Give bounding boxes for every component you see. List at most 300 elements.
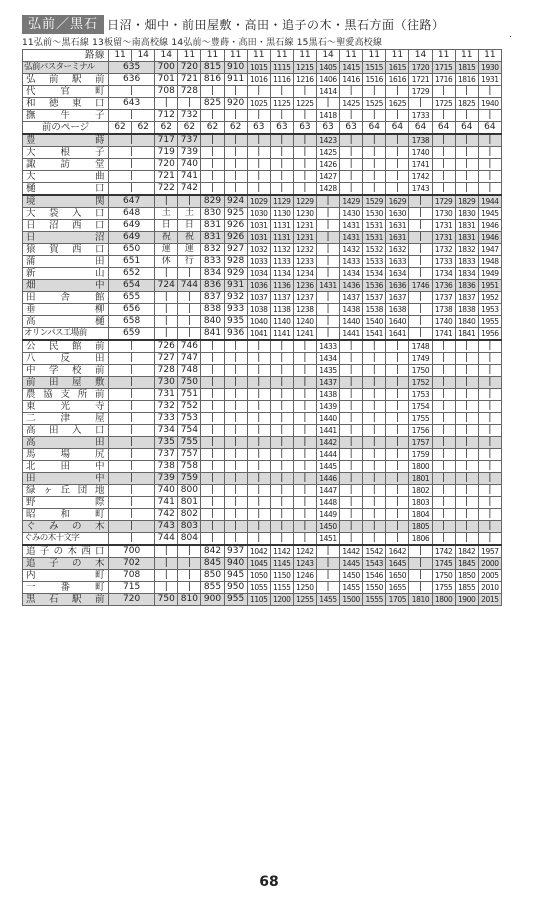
departure-time: |: [247, 485, 270, 497]
departure-time: |: [363, 171, 386, 183]
departure-time: 845: [201, 558, 224, 570]
departure-time: |: [478, 413, 501, 425]
departure-time: 1738: [432, 304, 455, 316]
departure-time: 1444: [316, 449, 339, 461]
departure-time: |: [293, 183, 316, 196]
departure-time: |: [109, 134, 155, 147]
departure-time: |: [109, 509, 155, 521]
departure-time: |: [247, 159, 270, 171]
departure-time: |: [270, 353, 293, 365]
departure-time: 1200: [270, 594, 293, 606]
page-ref: 62: [155, 122, 178, 135]
departure-time: 1638: [386, 304, 409, 316]
departure-time: 720: [155, 159, 178, 171]
departure-time: |: [455, 365, 478, 377]
departure-time: 1952: [478, 292, 501, 304]
stop-name: 蒲田: [23, 256, 109, 268]
departure-time: 1030: [247, 208, 270, 220]
departure-time: |: [270, 365, 293, 377]
departure-time: 1438: [340, 304, 363, 316]
departure-time: |: [455, 134, 478, 147]
departure-time: |: [201, 509, 224, 521]
departure-time: |: [432, 413, 455, 425]
departure-time: 1438: [316, 389, 339, 401]
departure-time: 1431: [340, 232, 363, 244]
departure-time: 1440: [340, 316, 363, 328]
departure-time: 656: [109, 304, 155, 316]
departure-time: |: [293, 159, 316, 171]
departure-time: 924: [224, 195, 247, 208]
departure-time: |: [109, 340, 155, 353]
page-ref: 64: [432, 122, 455, 135]
stop-row: [23, 208, 502, 220]
departure-time: |: [386, 183, 409, 196]
departure-time: |: [293, 521, 316, 533]
departure-time: |: [247, 110, 270, 122]
departure-time: 1733: [409, 110, 432, 122]
departure-time: |: [478, 389, 501, 401]
departure-time: |: [340, 377, 363, 389]
departure-time: 1615: [386, 62, 409, 74]
departure-time: 1841: [455, 328, 478, 341]
departure-time: |: [478, 353, 501, 365]
departure-time: |: [155, 570, 178, 582]
departure-time: 1757: [409, 437, 432, 449]
stop-name: 二津屋: [23, 413, 109, 425]
departure-time: |: [201, 110, 224, 122]
departure-time: |: [270, 461, 293, 473]
departure-time: |: [109, 437, 155, 449]
departure-time: |: [201, 473, 224, 485]
departure-time: |: [432, 449, 455, 461]
departure-time: 753: [178, 413, 201, 425]
departure-time: 1629: [386, 195, 409, 208]
departure-time: |: [109, 171, 155, 183]
stop-row: [23, 449, 502, 461]
stop-name: 追子の木: [23, 558, 109, 570]
stop-row: [23, 365, 502, 377]
departure-time: 1900: [455, 594, 478, 606]
departure-time: 1434: [316, 353, 339, 365]
departure-time: |: [247, 425, 270, 437]
departure-time: 2005: [478, 570, 501, 582]
departure-time: 1755: [432, 582, 455, 594]
departure-time: 712: [155, 110, 178, 122]
departure-time: 1832: [455, 244, 478, 256]
departure-time: |: [455, 171, 478, 183]
stop-name: 馬場尻: [23, 449, 109, 461]
departure-time: |: [363, 401, 386, 413]
departure-time: 933: [224, 304, 247, 316]
departure-time: 1232: [293, 244, 316, 256]
departure-time: |: [340, 437, 363, 449]
departure-time: |: [386, 401, 409, 413]
stop-name: 田中: [23, 473, 109, 485]
departure-time: |: [155, 98, 178, 110]
departure-time: |: [386, 110, 409, 122]
departure-time: |: [293, 389, 316, 401]
departure-time: |: [478, 110, 501, 122]
departure-time: |: [224, 485, 247, 497]
departure-time: |: [316, 558, 339, 570]
departure-time: |: [363, 509, 386, 521]
departure-time: 1033: [247, 256, 270, 268]
departure-time: |: [455, 461, 478, 473]
departure-time: |: [363, 159, 386, 171]
stop-row: [23, 328, 502, 341]
departure-time: 1516: [363, 74, 386, 86]
departure-time: |: [340, 521, 363, 533]
departure-time: 1716: [432, 74, 455, 86]
departure-time: |: [155, 195, 178, 208]
stop-row: [23, 110, 502, 122]
departure-time: 日: [155, 220, 178, 232]
departure-time: 752: [178, 401, 201, 413]
departure-time: 739: [155, 473, 178, 485]
departure-time: 833: [201, 256, 224, 268]
departure-time: 1050: [247, 570, 270, 582]
stop-name: 田舎館: [23, 292, 109, 304]
page-ref: 63: [316, 122, 339, 135]
departure-time: |: [455, 449, 478, 461]
departure-time: |: [386, 461, 409, 473]
page-ref: 64: [409, 122, 432, 135]
departure-time: 900: [201, 594, 224, 606]
route-number: 11: [109, 50, 132, 62]
departure-time: |: [316, 304, 339, 316]
departure-time: 1715: [432, 62, 455, 74]
departure-time: |: [478, 449, 501, 461]
departure-time: 727: [155, 353, 178, 365]
stop-name: 農協支所前: [23, 389, 109, 401]
departure-time: |: [455, 533, 478, 546]
departure-time: 1145: [270, 558, 293, 570]
departure-time: 1418: [316, 110, 339, 122]
departure-time: |: [109, 461, 155, 473]
departure-time: |: [432, 183, 455, 196]
route-number: 11: [178, 50, 201, 62]
departure-time: 1542: [363, 545, 386, 558]
departure-time: |: [340, 425, 363, 437]
departure-time: 1721: [409, 74, 432, 86]
departure-time: 1948: [478, 256, 501, 268]
route-number: 14: [132, 50, 155, 62]
route-number: 14: [155, 50, 178, 62]
departure-time: 1955: [478, 316, 501, 328]
departure-time: 1255: [293, 594, 316, 606]
departure-time: |: [478, 497, 501, 509]
departure-time: |: [386, 159, 409, 171]
departure-time: |: [247, 473, 270, 485]
departure-time: 1803: [409, 497, 432, 509]
route-number: 11: [201, 50, 224, 62]
departure-time: 702: [109, 558, 155, 570]
departure-time: 1655: [386, 582, 409, 594]
departure-time: 1800: [432, 594, 455, 606]
departure-time: |: [201, 389, 224, 401]
departure-time: |: [340, 340, 363, 353]
departure-time: 1957: [478, 545, 501, 558]
departure-time: 1447: [316, 485, 339, 497]
departure-time: 1537: [363, 292, 386, 304]
departure-time: 700: [109, 545, 155, 558]
departure-time: 925: [224, 208, 247, 220]
departure-time: 2000: [478, 558, 501, 570]
departure-time: |: [247, 509, 270, 521]
departure-time: 1754: [409, 401, 432, 413]
stop-name: 日沼西口: [23, 220, 109, 232]
departure-time: 1831: [455, 232, 478, 244]
departure-time: 1631: [386, 220, 409, 232]
departure-time: 1233: [293, 256, 316, 268]
departure-time: 1225: [293, 98, 316, 110]
departure-time: |: [247, 449, 270, 461]
departure-time: 1752: [409, 377, 432, 389]
departure-time: |: [178, 195, 201, 208]
departure-time: 1439: [316, 401, 339, 413]
departure-time: |: [109, 183, 155, 196]
departure-time: 1234: [293, 268, 316, 280]
departure-time: 708: [109, 570, 155, 582]
departure-time: 650: [109, 244, 155, 256]
departure-time: |: [432, 389, 455, 401]
departure-time: 1131: [270, 232, 293, 244]
departure-time: 728: [178, 86, 201, 98]
departure-time: |: [201, 485, 224, 497]
departure-time: |: [201, 497, 224, 509]
departure-time: |: [478, 509, 501, 521]
departure-time: |: [201, 521, 224, 533]
departure-time: 日: [178, 220, 201, 232]
departure-time: 1831: [455, 220, 478, 232]
departure-time: |: [455, 437, 478, 449]
departure-time: 1755: [409, 413, 432, 425]
stop-row: [23, 509, 502, 521]
departure-time: 802: [178, 509, 201, 521]
departure-time: 931: [224, 280, 247, 292]
stop-name: 諏訪堂: [23, 159, 109, 171]
departure-time: 1642: [386, 545, 409, 558]
page-ref: 62: [178, 122, 201, 135]
departure-time: |: [293, 365, 316, 377]
departure-time: 1930: [478, 62, 501, 74]
departure-time: |: [270, 134, 293, 147]
stop-row: [23, 171, 502, 183]
departure-time: |: [316, 545, 339, 558]
departure-time: |: [363, 365, 386, 377]
departure-time: |: [340, 485, 363, 497]
departure-time: |: [270, 485, 293, 497]
departure-time: |: [409, 256, 432, 268]
departure-time: |: [247, 353, 270, 365]
departure-time: |: [293, 449, 316, 461]
departure-time: 1534: [363, 268, 386, 280]
departure-time: |: [340, 509, 363, 521]
departure-time: 行: [178, 256, 201, 268]
departure-time: 1142: [270, 545, 293, 558]
departure-time: |: [201, 449, 224, 461]
departure-time: |: [293, 377, 316, 389]
departure-time: |: [178, 570, 201, 582]
route-number: 14: [316, 50, 339, 62]
departure-time: |: [155, 545, 178, 558]
departure-time: 祝: [178, 232, 201, 244]
departure-time: |: [155, 328, 178, 341]
departure-time: |: [340, 134, 363, 147]
departure-time: 1830: [455, 208, 478, 220]
departure-time: 1155: [270, 582, 293, 594]
departure-time: 739: [178, 147, 201, 159]
departure-time: 701: [155, 74, 178, 86]
departure-time: |: [432, 473, 455, 485]
stop-row: [23, 292, 502, 304]
departure-time: |: [409, 292, 432, 304]
departure-time: |: [432, 437, 455, 449]
departure-time: 800: [178, 485, 201, 497]
departure-time: 1725: [432, 98, 455, 110]
stop-row: [23, 377, 502, 389]
departure-time: |: [316, 570, 339, 582]
departure-time: |: [109, 473, 155, 485]
departure-time: 1442: [316, 437, 339, 449]
page-ref: 64: [363, 122, 386, 135]
stop-row: [23, 594, 502, 606]
departure-time: |: [386, 365, 409, 377]
departure-time: 1720: [409, 62, 432, 74]
departure-time: 1641: [386, 328, 409, 341]
departure-time: 636: [109, 74, 155, 86]
departure-time: |: [224, 425, 247, 437]
departure-time: 1016: [247, 74, 270, 86]
route-subtitle: 11弘前～黒石線 13板留～南高校線 14弘前～豊蒔・高田・黒石線 15黒石～聖愛高校線: [22, 38, 383, 48]
departure-time: |: [478, 365, 501, 377]
departure-time: 1250: [293, 582, 316, 594]
departure-time: |: [247, 497, 270, 509]
departure-time: 1805: [409, 521, 432, 533]
departure-time: |: [293, 353, 316, 365]
departure-time: |: [293, 147, 316, 159]
departure-time: 715: [109, 582, 155, 594]
departure-time: 1116: [270, 74, 293, 86]
departure-time: |: [109, 389, 155, 401]
departure-time: |: [109, 86, 155, 98]
stop-row: [23, 147, 502, 159]
departure-time: 920: [224, 98, 247, 110]
departure-time: 737: [155, 449, 178, 461]
departure-time: |: [432, 134, 455, 147]
stop-row: [23, 98, 502, 110]
stop-name: 和徳東口: [23, 98, 109, 110]
stop-row: [23, 316, 502, 328]
departure-time: |: [224, 389, 247, 401]
departure-time: |: [455, 86, 478, 98]
departure-time: 1442: [340, 545, 363, 558]
stop-row: [23, 558, 502, 570]
departure-time: |: [386, 437, 409, 449]
departure-time: |: [432, 509, 455, 521]
departure-time: |: [386, 473, 409, 485]
stop-name: 新山: [23, 268, 109, 280]
departure-time: 1810: [409, 594, 432, 606]
departure-time: 1836: [455, 280, 478, 292]
departure-time: 1734: [432, 268, 455, 280]
departure-time: 757: [178, 449, 201, 461]
departure-time: |: [363, 183, 386, 196]
departure-time: |: [409, 545, 432, 558]
departure-time: |: [432, 425, 455, 437]
departure-time: 1029: [247, 195, 270, 208]
departure-time: 816: [201, 74, 224, 86]
departure-time: |: [455, 110, 478, 122]
departure-time: |: [201, 147, 224, 159]
departure-time: 1816: [455, 74, 478, 86]
stop-row: [23, 232, 502, 244]
departure-time: 1415: [340, 62, 363, 74]
departure-time: |: [478, 86, 501, 98]
departure-time: |: [409, 220, 432, 232]
departure-time: 1749: [409, 353, 432, 365]
departure-time: |: [432, 485, 455, 497]
departure-time: |: [363, 389, 386, 401]
stop-name: 野際: [23, 497, 109, 509]
departure-time: |: [386, 485, 409, 497]
departure-time: |: [224, 353, 247, 365]
departure-time: 1430: [340, 208, 363, 220]
departure-time: 1055: [247, 582, 270, 594]
departure-time: 1946: [478, 220, 501, 232]
departure-time: 635: [109, 62, 155, 74]
departure-time: 1040: [247, 316, 270, 328]
route-number: 11: [270, 50, 293, 62]
departure-time: 1431: [316, 280, 339, 292]
departure-time: 1944: [478, 195, 501, 208]
departure-time: 1855: [455, 582, 478, 594]
departure-time: |: [293, 473, 316, 485]
stop-row: [23, 256, 502, 268]
departure-time: |: [178, 558, 201, 570]
departure-time: 1242: [293, 545, 316, 558]
departure-time: 754: [178, 425, 201, 437]
departure-time: 1230: [293, 208, 316, 220]
departure-time: |: [247, 437, 270, 449]
departure-time: |: [363, 425, 386, 437]
departure-time: |: [478, 401, 501, 413]
departure-time: |: [109, 147, 155, 159]
departure-time: 1533: [363, 256, 386, 268]
departure-time: 1759: [409, 449, 432, 461]
departure-time: |: [316, 268, 339, 280]
departure-time: |: [155, 268, 178, 280]
departure-time: |: [409, 98, 432, 110]
stop-row: [23, 461, 502, 473]
departure-time: 755: [178, 437, 201, 449]
departure-time: |: [293, 413, 316, 425]
departure-time: |: [224, 461, 247, 473]
departure-time: 1105: [247, 594, 270, 606]
departure-time: 740: [155, 485, 178, 497]
departure-time: 647: [109, 195, 155, 208]
departure-time: 937: [224, 545, 247, 558]
departure-time: |: [109, 485, 155, 497]
page-ref: 63: [340, 122, 363, 135]
departure-time: |: [201, 340, 224, 353]
departure-time: |: [224, 509, 247, 521]
departure-time: 1237: [293, 292, 316, 304]
departure-time: |: [340, 401, 363, 413]
page-ref: 63: [247, 122, 270, 135]
departure-time: 1829: [455, 195, 478, 208]
departure-time: |: [270, 377, 293, 389]
